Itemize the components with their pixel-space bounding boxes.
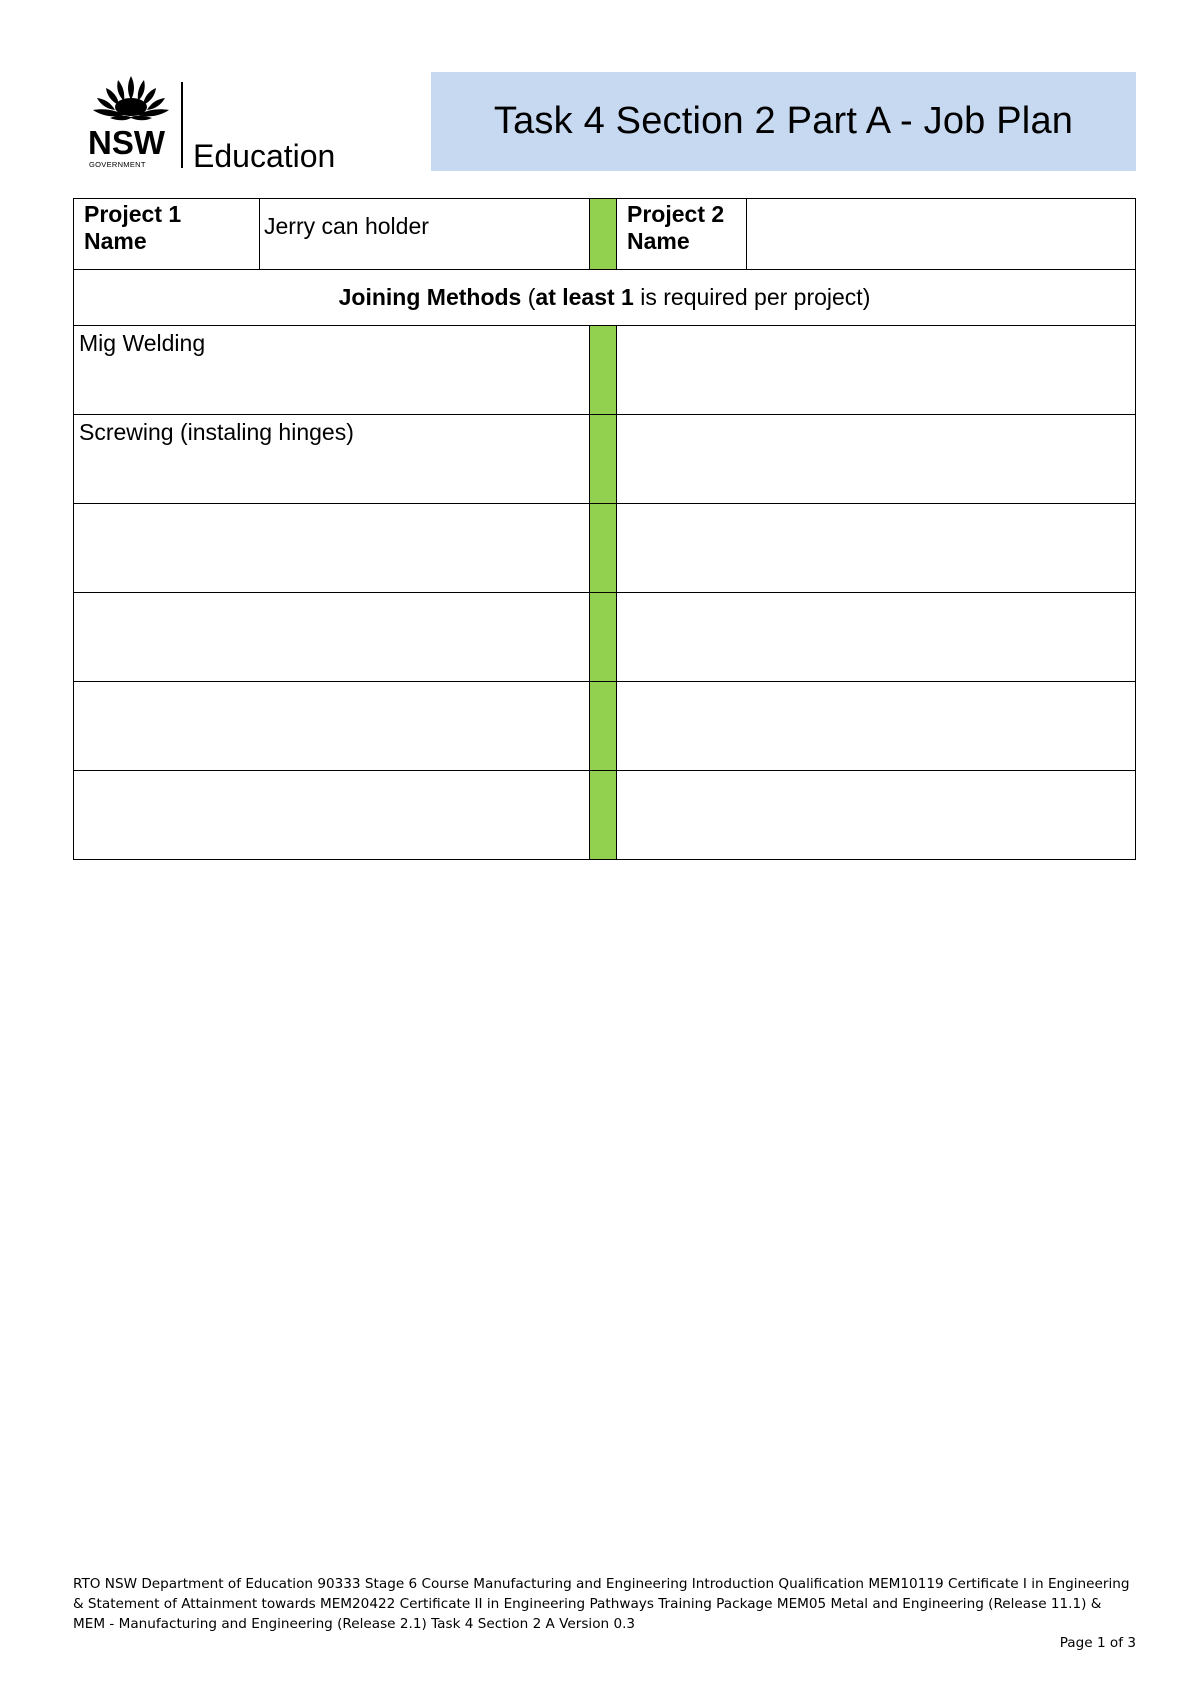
title-banner [431,72,1136,171]
project2-method-cell[interactable] [617,504,1136,593]
footer-rto-details: RTO NSW Department of Education 90333 Stage 6 Course Manufacturing and Engineering Introduction Qualification MEM10119 Certificate I in Engineering & Statement of Attainment towards MEM20422 Certificate II in Engineering Pathways Training Package MEM05 Metal and Engineering (Release 11.1) & MEM - Manufacturing and Engineering (Release 2.1) Task 4 Section 2 A Version 0.3 [73,1576,1130,1632]
column-separator [590,199,617,270]
project-name-row [74,199,1136,270]
project2-method-cell[interactable] [617,415,1136,504]
project1-method-cell[interactable] [74,682,590,771]
method-row [74,504,1136,593]
method-row [74,593,1136,682]
logo-government-text: GOVERNMENT [89,160,146,169]
project2-method-cell[interactable] [617,771,1136,860]
project2-name-field[interactable] [747,199,1136,270]
column-separator [590,326,617,415]
logo-education-text: Education [193,138,336,174]
method-row [74,415,1136,504]
column-separator [590,415,617,504]
project1-method-cell[interactable]: Screwing (instaling hinges) [74,415,590,504]
column-separator [590,504,617,593]
heading-bold-1: Joining Methods [338,284,522,310]
column-separator [590,771,617,860]
project2-method-cell[interactable] [617,682,1136,771]
project1-name-label: Project 1 Name [74,199,260,270]
project1-name-field[interactable]: Jerry can holder [260,199,590,270]
logo-nsw-text: NSW [88,124,165,161]
column-separator [590,593,617,682]
joining-methods-heading [74,270,1136,326]
project1-method-cell[interactable] [74,504,590,593]
waratah-flower-icon [88,74,348,174]
project1-method-cell[interactable] [74,771,590,860]
method-row [74,771,1136,860]
page-title: Task 4 Section 2 Part A - Job Plan [493,100,1074,142]
nsw-education-logo [88,74,348,174]
page-number: Page 1 of 3 [1059,1635,1136,1651]
project1-method-cell[interactable]: Mig Welding [74,326,590,415]
project2-method-cell[interactable] [617,326,1136,415]
heading-normal-2: is required per project) [633,284,871,310]
project2-method-cell[interactable] [617,593,1136,682]
method-row [74,682,1136,771]
heading-normal-1: ( [521,284,536,310]
column-separator [590,682,617,771]
heading-bold-2: at least 1 [535,284,634,310]
method-row [74,326,1136,415]
section-heading-row [74,270,1136,326]
project2-name-label: Project 2 Name [617,199,747,270]
project1-method-cell[interactable] [74,593,590,682]
job-plan-table [73,198,1136,860]
